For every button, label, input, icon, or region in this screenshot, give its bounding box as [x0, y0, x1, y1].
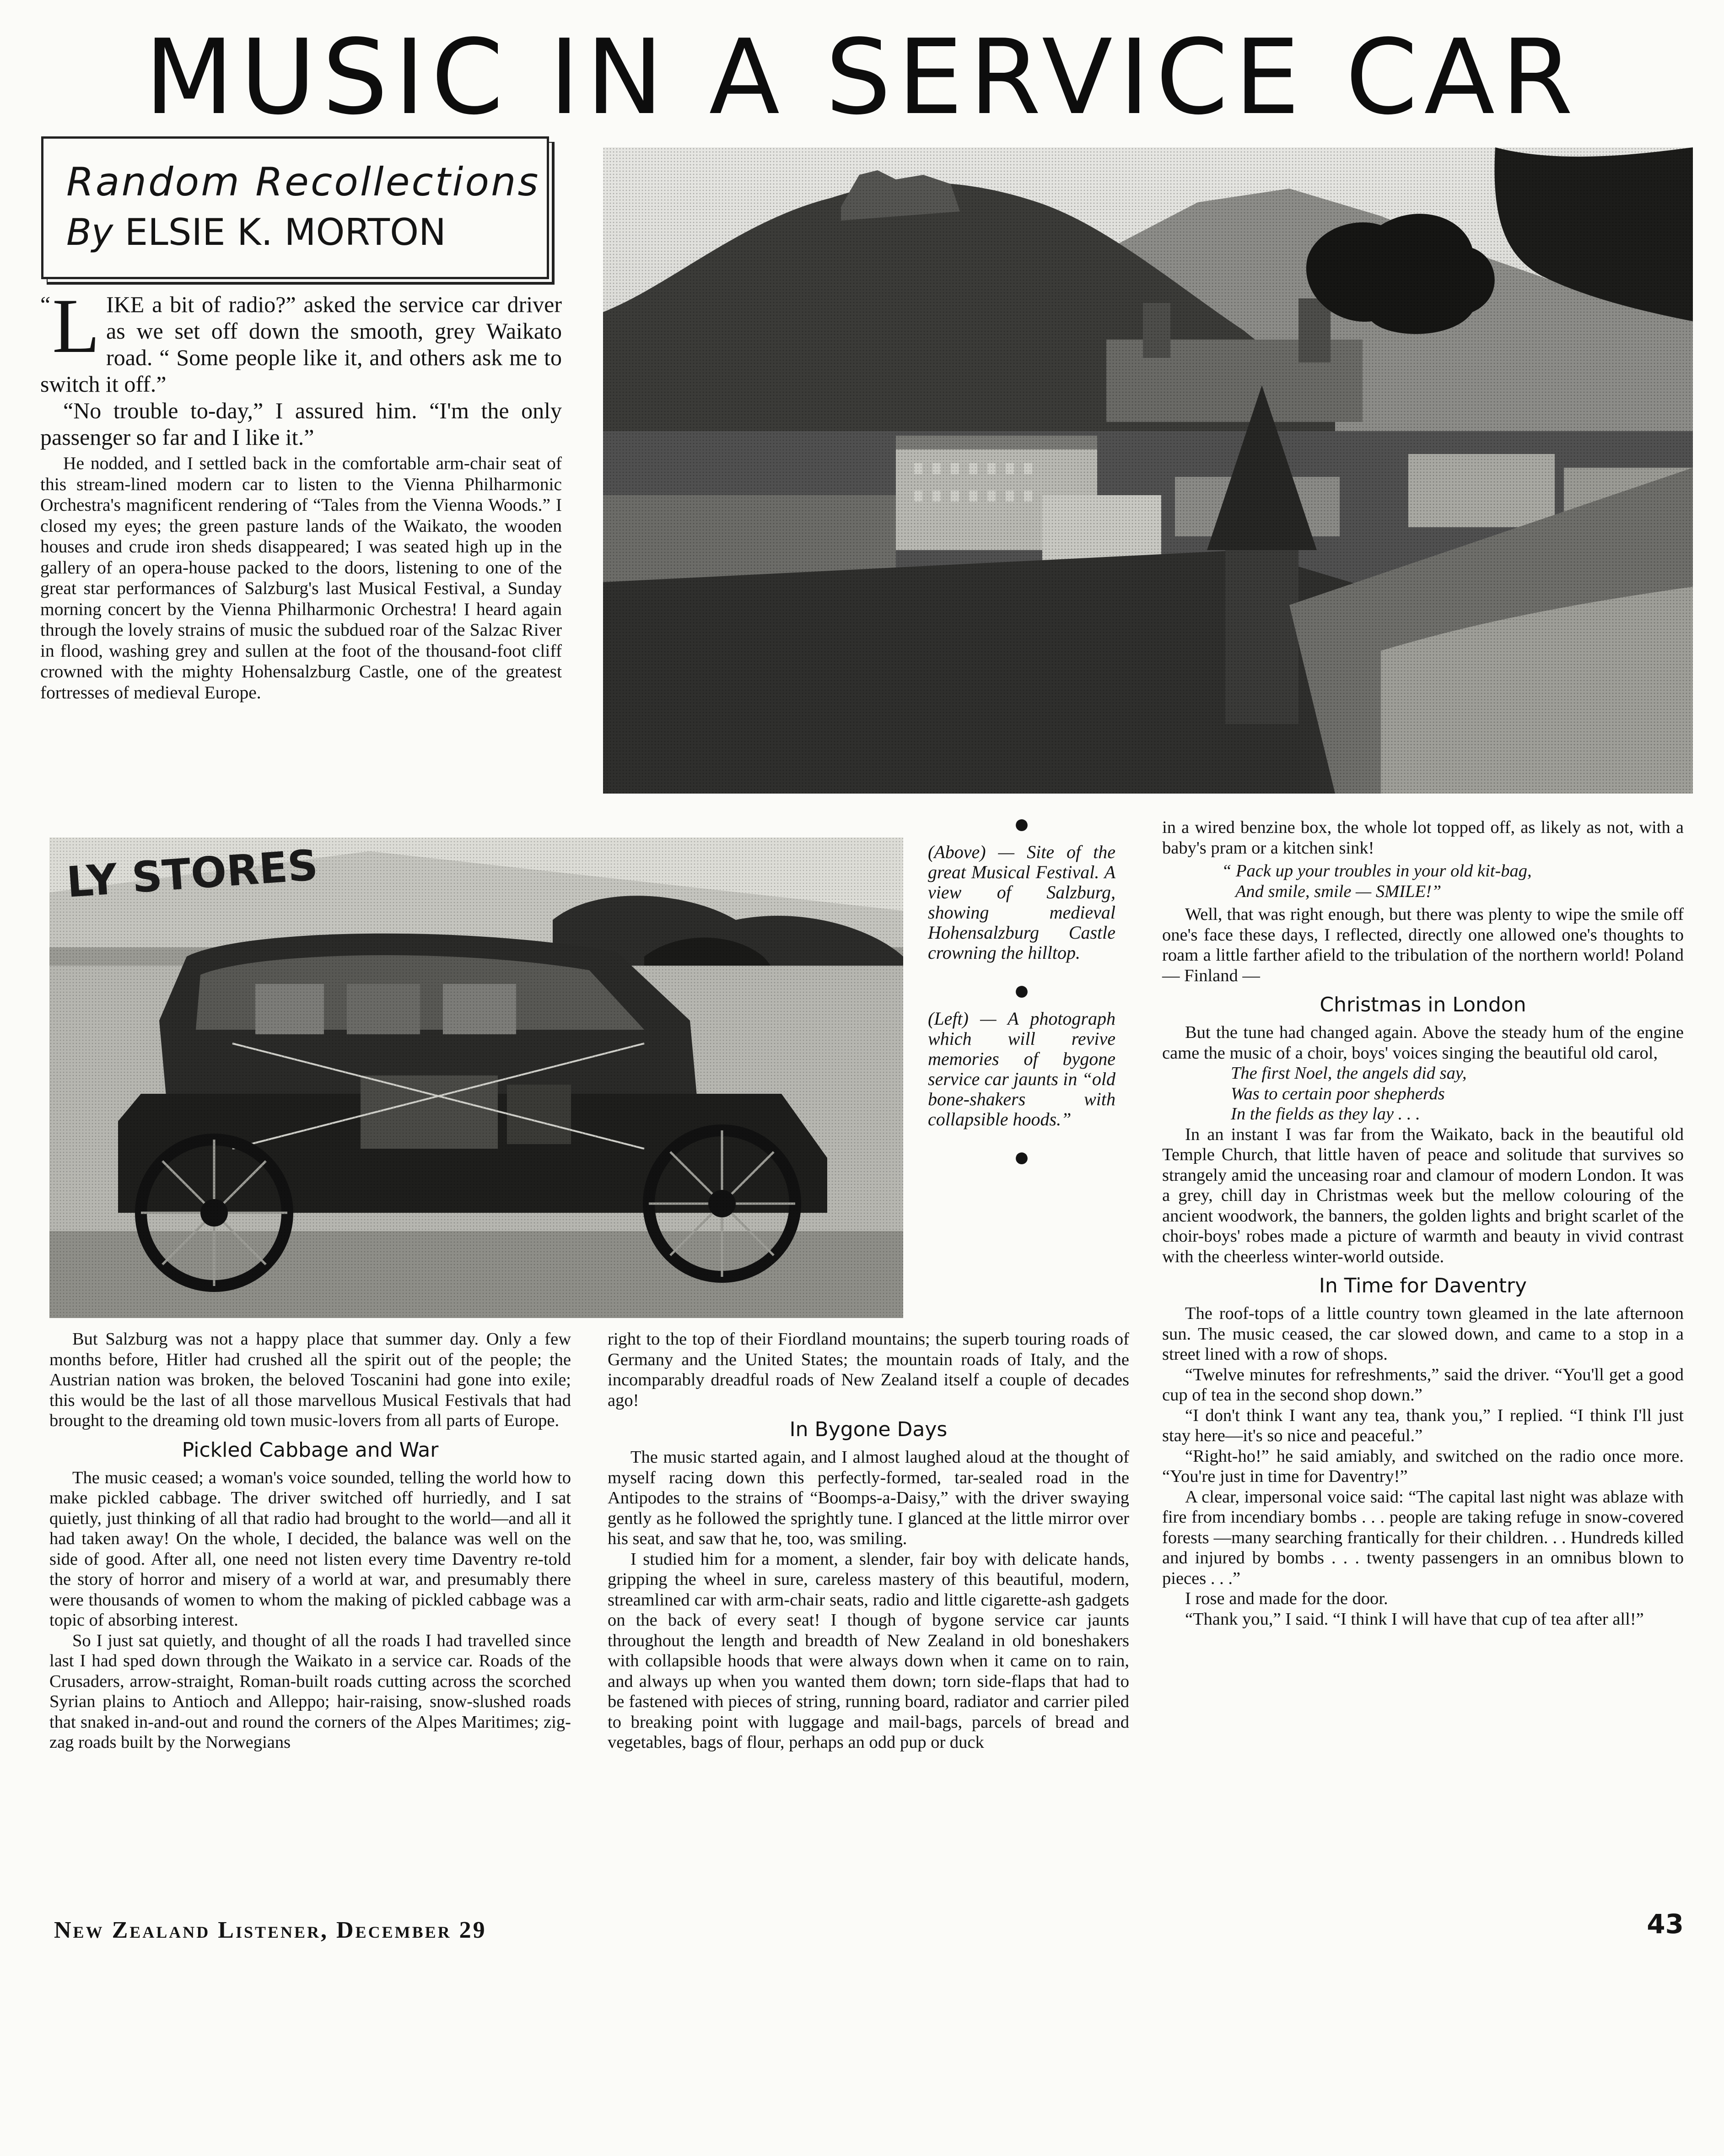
- subheading-christmas: Christmas in London: [1320, 993, 1526, 1016]
- byline-author: ELSIE K. MORTON: [124, 211, 446, 254]
- intro-paragraph-3: He nodded, and I settled back in the comfortable arm-chair seat of this stream-lined modern car to listen to the Vienna Philharmonic Orchestra's magnificent rendering of “Tales from the Vienna Woods.” I closed my eyes; the green pasture lands of the Waikato, the wooden houses and crude iron sheds disappeared; I was seated high up in the gallery of an opera-house packed to the doors, listening to one of the great star performances of Salzburg's last Musical Festival, a Sunday morning concert by the Vienna Philharmonic Orchestra! I heard again through the lovely strains of music the subdued roar of the Salzac River in flood, washing grey and sullen at the foot of the thousand-foot cliff crowned with the mighty Hohensalzburg Castle, one of the greatest fortresses of medieval Europe.: [40, 453, 562, 702]
- bottom-column-1: [49, 1329, 571, 1753]
- bottom-column-2: [608, 1329, 1129, 1753]
- right-paragraph-11: “Thank you,” I said. “I think I will have that cup of tea after all!”: [1185, 1609, 1644, 1629]
- byline-author-line: [66, 207, 524, 258]
- right-paragraph-10: I rose and made for the door.: [1185, 1589, 1388, 1608]
- caption-bullet-2: ●: [1013, 975, 1030, 1005]
- col1-paragraph-3: So I just sat quietly, and thought of all the roads I had travelled since last I had sped down through the Waikato in a service car. Roads of the Crusaders, arrow-straight, Roman-built roads cutting across the scorched Syrian plains to Antioch and Alleppo; hair-raising, snow-slushed roads that snaked in-and-out and round the corners of the Alpes Maritimes; zig-zag roads built by the Norwegians: [49, 1631, 571, 1752]
- carol-line-2: Was to certain poor shepherds: [1231, 1084, 1445, 1103]
- article-title: MUSIC IN A SERVICE CAR: [144, 17, 1580, 138]
- right-paragraph-6: “Twelve minutes for refreshments,” said the driver. “You'll get a good cup of tea in the second shop down.”: [1162, 1365, 1684, 1405]
- photo-captions: [928, 805, 1115, 1175]
- col1-paragraph-2: The music ceased; a woman's voice sounded, telling the world how to make pickled cabbage. The driver switched off hurriedly, and I sat quietly, just thinking of all that radio had brought to the world—and all it had taken away! On the whole, I decided, the balance was well on the side of good. After all, one need not listen every time Daventry re-told the story of horror and misery of a world at war, and presumably there were thousands of women to whom the making of pickled cabbage was a topic of absorbing interest.: [49, 1468, 571, 1630]
- right-paragraph-8: “Right-ho!” he said amiably, and switched on the radio once more. “You're just in time for Daventry!”: [1162, 1446, 1684, 1486]
- song-line-1: “ Pack up your troubles in your old kit-bag,: [1222, 861, 1532, 881]
- subheading-bygone-days: In Bygone Days: [789, 1418, 948, 1441]
- service-car-photo-art: [49, 838, 903, 1318]
- right-paragraph-7: “I don't think I want any tea, thank you,” I replied. “I think I'll just stay here—it's so nice and peaceful.”: [1162, 1405, 1684, 1445]
- intro-paragraph-1: [40, 283, 562, 397]
- byline-by: By: [66, 211, 113, 254]
- byline-subtitle: Random Recollections: [66, 159, 540, 205]
- drop-cap: L: [52, 283, 100, 369]
- right-paragraph-4: In an instant I was far from the Waikato, back in the beautiful old Temple Church, that little haven of peace and solitude that survives so strangely amid the unceasing roar and clamour of modern London. It was a grey, chill day in Christmas week but the mellow colouring of the ancient woodwork, the banners, the golden lights and bright scarlet of the choir-boys' robes made a picture of warmth and beauty in vivid contrast with the cheerless winter-world outside.: [1162, 1124, 1684, 1266]
- page-number: 43: [1647, 1908, 1684, 1940]
- caption-bullet-3: ●: [1013, 1142, 1030, 1172]
- song-line-2: And smile, smile — SMILE!”: [1235, 881, 1442, 901]
- carol-line-3: In the fields as they lay . . .: [1231, 1104, 1420, 1124]
- salzburg-photo: [603, 147, 1693, 794]
- subheading-pickled-cabbage: Pickled Cabbage and War: [182, 1438, 439, 1462]
- right-column: [1162, 817, 1684, 1629]
- byline-box: [41, 136, 549, 279]
- service-car-photo: [49, 838, 903, 1318]
- caption-bullet-1: ●: [1013, 809, 1030, 839]
- col1-paragraph-1: But Salzburg was not a happy place that summer day. Only a few months before, Hitler had crushed all the spirit out of the people; the Austrian nation was broken, the beloved Toscanini had gone into exile; this would be the last of all those marvellous Musical Festivals that had brought to the dreaming old town music-lovers from all parts of Europe.: [49, 1329, 571, 1430]
- caption-above: (Above) — Site of the great Musical Festival. A view of Salzburg, showing medieval Hohensalzburg Castle crowning the hilltop.: [928, 842, 1115, 963]
- col2-paragraph-2: The music started again, and I almost laughed aloud at the thought of myself racing down this perfectly-formed, tar-sealed road in the Antipodes to the strains of “Boomps-a-Daisy,” with the driver swaying gently as he followed the sprightly tune. I glanced at the little mirror over his seat, and saw that he, too, was smiling.: [608, 1448, 1129, 1548]
- right-paragraph-5: The roof-tops of a little country town gleamed in the late afternoon sun. The music ceased, the car slowed down, and came to a stop in a street lined with a row of shops.: [1162, 1304, 1684, 1364]
- intro-paragraph-2: “No trouble to-day,” I assured him. “I'm the only passenger so far and I like it.”: [40, 398, 562, 450]
- right-paragraph-3: But the tune had changed again. Above the steady hum of the engine came the music of a choir, boys' voices singing the beautiful old carol,: [1162, 1023, 1684, 1063]
- salzburg-photo-art: [603, 147, 1693, 794]
- right-paragraph-2: Well, that was right enough, but there was plenty to wipe the smile off one's face these days, I reflected, directly one allowed one's thoughts to roam a little farther afield to the tribulation of the northern world! Poland — Finland —: [1162, 905, 1684, 985]
- right-paragraph-9: A clear, impersonal voice said: “The capital last night was ablaze with fire from incendiary bombs . . . people are taking refuge in snow-covered forests —many searching frantically for their children. . . Hundreds killed and injured by bombs . . . twenty passengers in an omnibus blown to pieces . . .”: [1162, 1487, 1684, 1588]
- right-paragraph-1: in a wired benzine box, the whole lot topped off, as likely as not, with a baby's pram or a kitchen sink!: [1162, 818, 1684, 858]
- store-sign: LY STORES: [65, 840, 320, 907]
- intro-paragraph-1-text: IKE a bit of radio?” asked the service car driver as we set off down the smooth, grey Waikato road. “ Some people like it, and others ask me to switch it off.”: [40, 292, 562, 397]
- intro-open-quote: “: [40, 292, 51, 317]
- caption-left: (Left) — A photograph which will revive memories of bygone service car jaunts in “old bone-shakers with collapsible hoods.”: [928, 1008, 1115, 1129]
- intro-column: [40, 283, 562, 703]
- col2-paragraph-1: right to the top of their Fiordland mountains; the superb touring roads of Germany and the United States; the mountain roads of Italy, and the incomparably dreadful roads of New Zealand itself a couple of decades ago!: [608, 1329, 1129, 1410]
- carol-line-1: The first Noel, the angels did say,: [1231, 1064, 1467, 1083]
- subheading-daventry: In Time for Daventry: [1319, 1274, 1527, 1297]
- publication-footer: New Zealand Listener, December 29: [54, 1917, 487, 1943]
- col2-paragraph-3: I studied him for a moment, a slender, fair boy with delicate hands, gripping the wheel in sure, careless mastery of this beautiful, modern, streamlined car with arm-chair seats, radio and little cigarette-ash gadgets on the back of every seat! I though of bygone service car jaunts throughout the length and breadth of New Zealand in old boneshakers with collapsible hoods that were always down when it came on to rain, and always up when you wanted them down; torn side-flaps that had to be fastened with pieces of string, running board, radiator and carrier piled to breaking point with luggage and mail-bags, parcels of bread and vegetables, bags of flour, perhaps an odd pup or duck: [608, 1549, 1129, 1752]
